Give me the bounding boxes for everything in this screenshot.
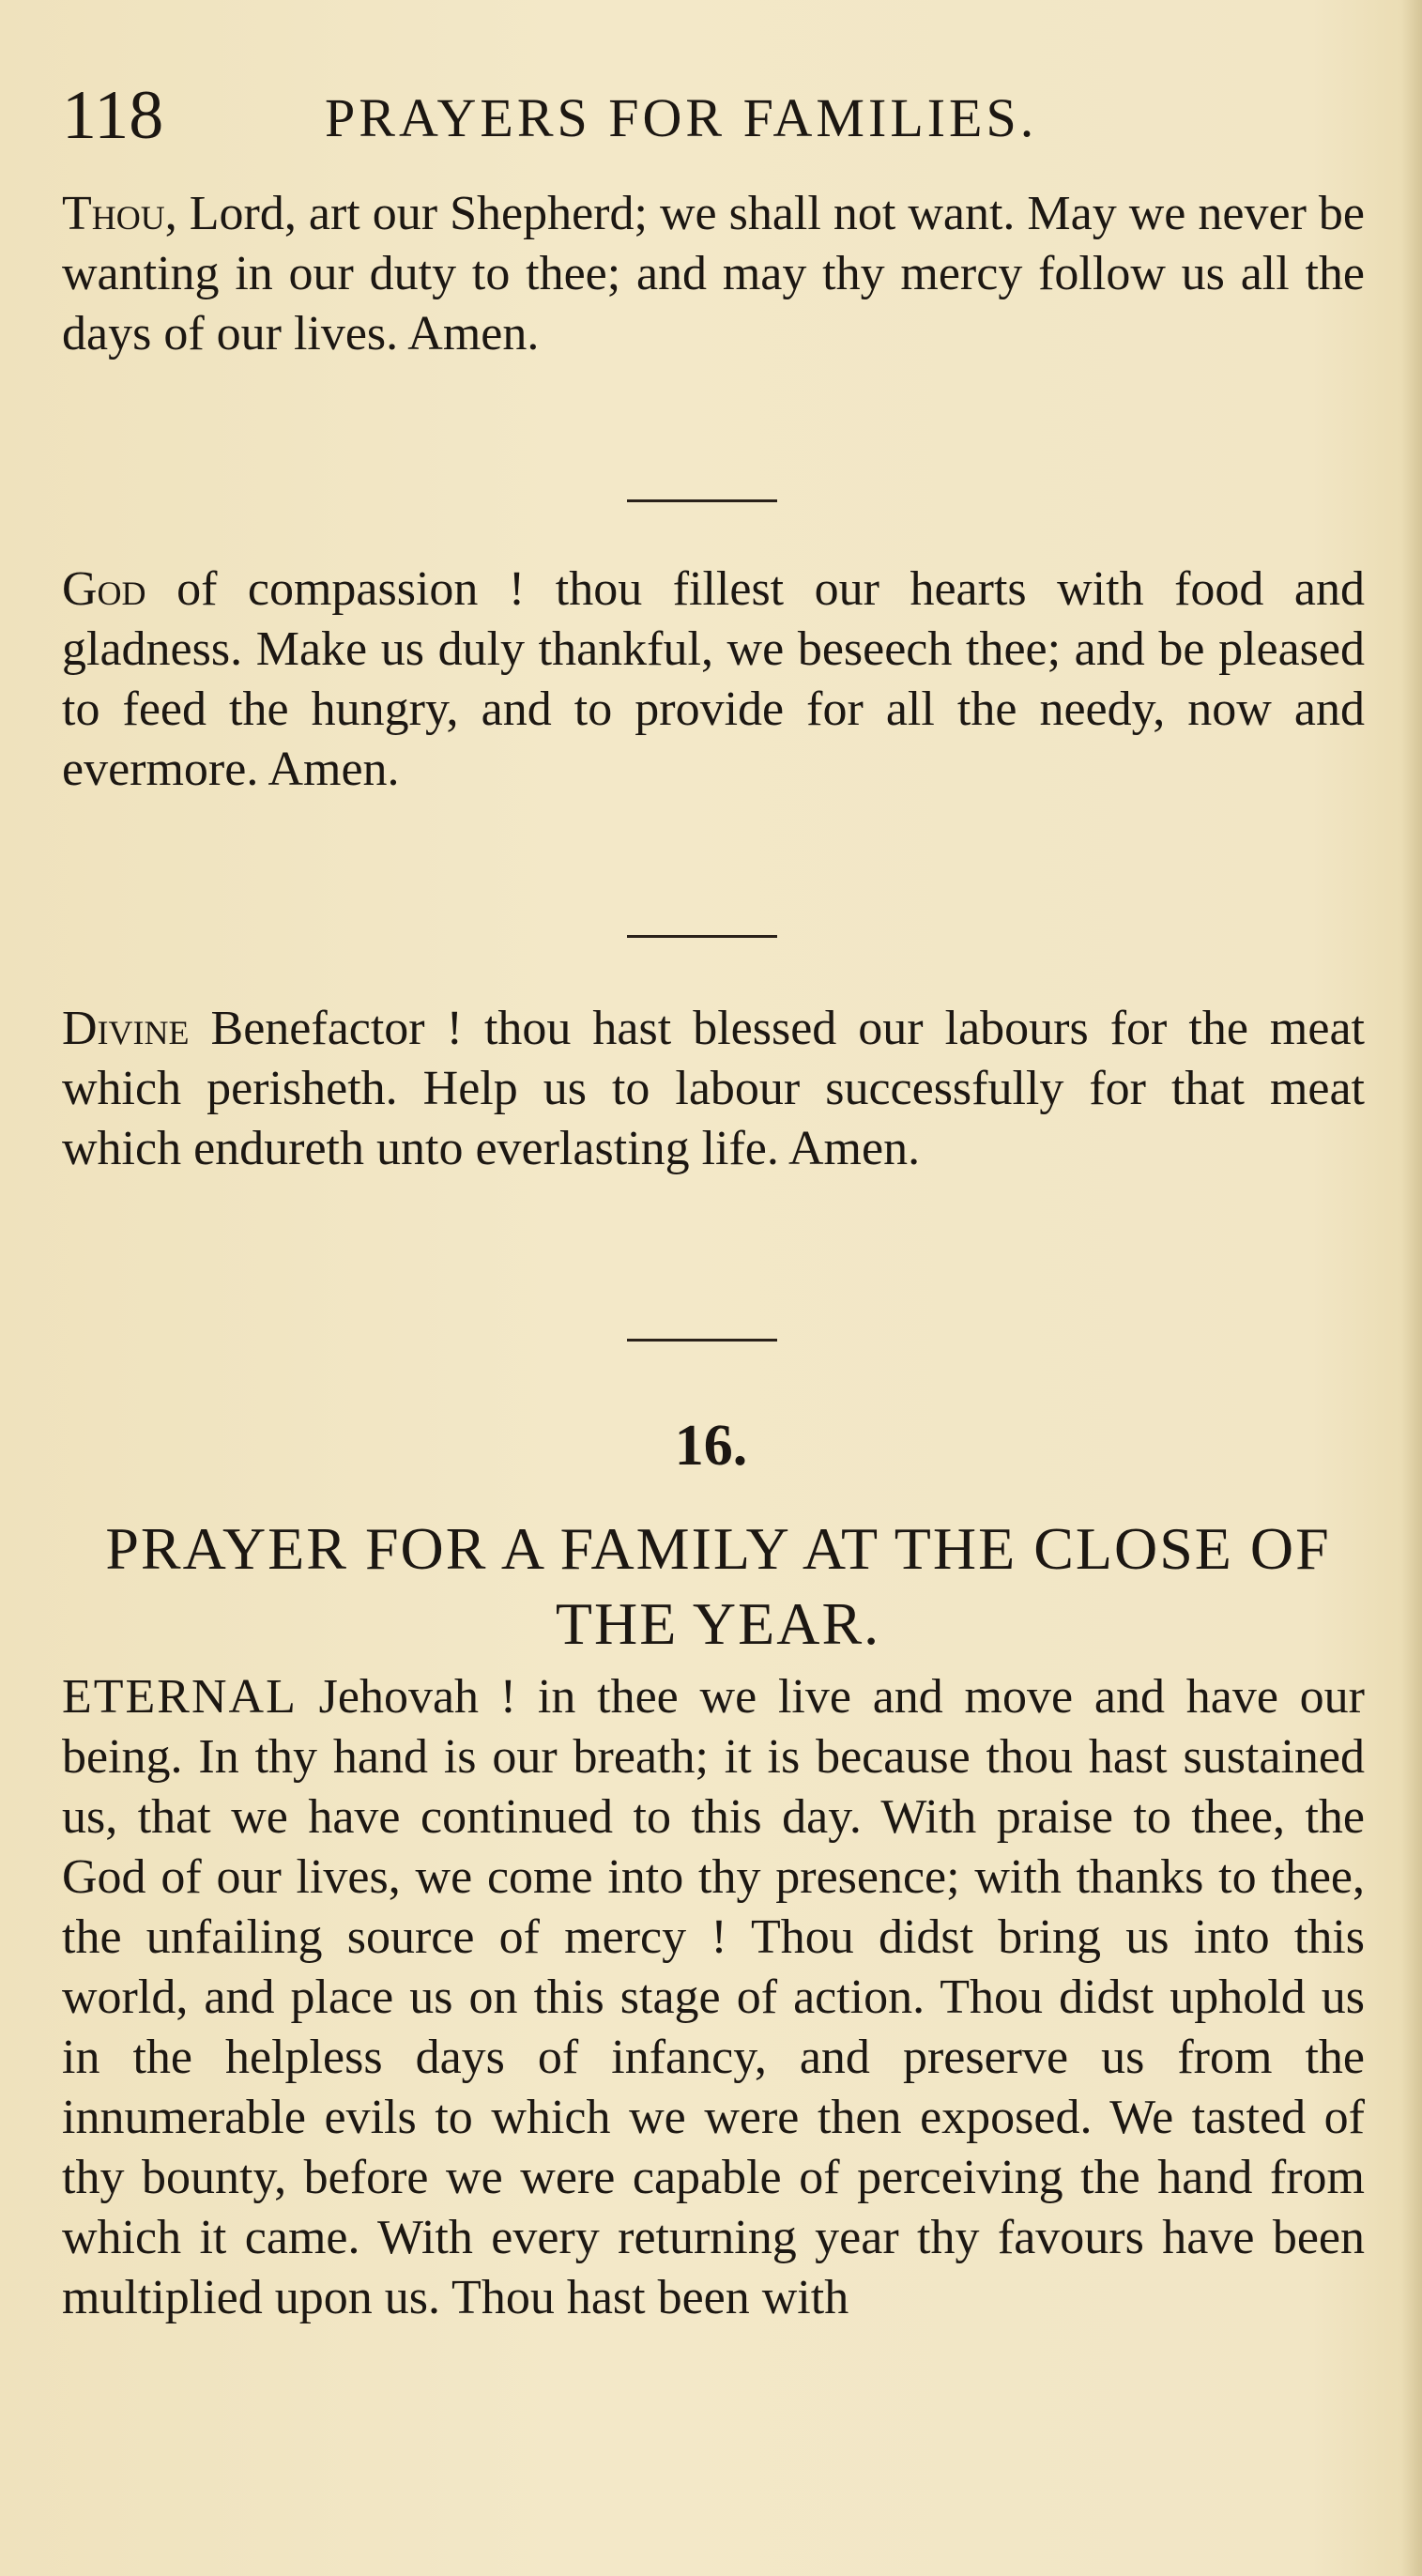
section-body-paragraph — [62, 1667, 1365, 2328]
section-divider — [627, 1339, 777, 1342]
prayer-text: Benefactor ! thou hast blessed our labours for the meat which perisheth. Help us to labour successfully for that meat which endureth unto everlasting life. Amen. — [62, 1002, 1365, 1175]
prayer-lead-word: Thou, — [62, 187, 177, 240]
prayer-paragraph-benefactor — [62, 999, 1365, 1179]
running-head: PRAYERS FOR FAMILIES. — [325, 87, 1038, 148]
section-title: PRAYER FOR A FAMILY AT THE CLOSE OF THE YEAR. — [105, 1515, 1331, 1657]
page-header — [62, 73, 1376, 158]
section-number: 16. — [674, 1414, 748, 1478]
prayer-paragraph-shepherd — [62, 184, 1365, 364]
section-divider — [627, 935, 777, 938]
prayer-lead-word: Divine — [62, 1002, 190, 1055]
page-edge-shadow — [1401, 0, 1422, 2576]
section-divider — [627, 499, 777, 502]
prayer-lead-word: God — [62, 562, 146, 616]
prayer-text: of compassion ! thou fillest our hearts with food and gladness. Make us duly thankful, we beseech thee; and be pleased to feed the hungry, and to provide for all the needy, now and evermore. Amen. — [62, 562, 1365, 796]
prayer-paragraph-compassion — [62, 560, 1365, 800]
page-number: 118 — [62, 77, 164, 154]
section-body-text: Jehovah ! in thee we live and move and have our being. In thy hand is our breath; it is because thou hast sustained us, that we have continued to this day. With praise to thee, the God of our lives, we come into thy presence; with thanks to thee, the unfailing source of mercy ! Thou didst bring us into this world, and place us on this stage of action. Thou didst uphold us in the helpless days of infancy, and preserve us from the innumerable evils to which we were then exposed. We tasted of thy bounty, before we were capable of perceiving the hand from which it came. With every returning year thy favours have been multiplied upon us. Thou hast been with — [62, 1670, 1365, 2324]
section-lead-word: ETERNAL — [62, 1670, 298, 1724]
prayer-text: Lord, art our Shepherd; we shall not want. May we never be wanting in our duty to thee; and may thy mercy follow us all the days of our lives. Amen. — [62, 187, 1365, 360]
